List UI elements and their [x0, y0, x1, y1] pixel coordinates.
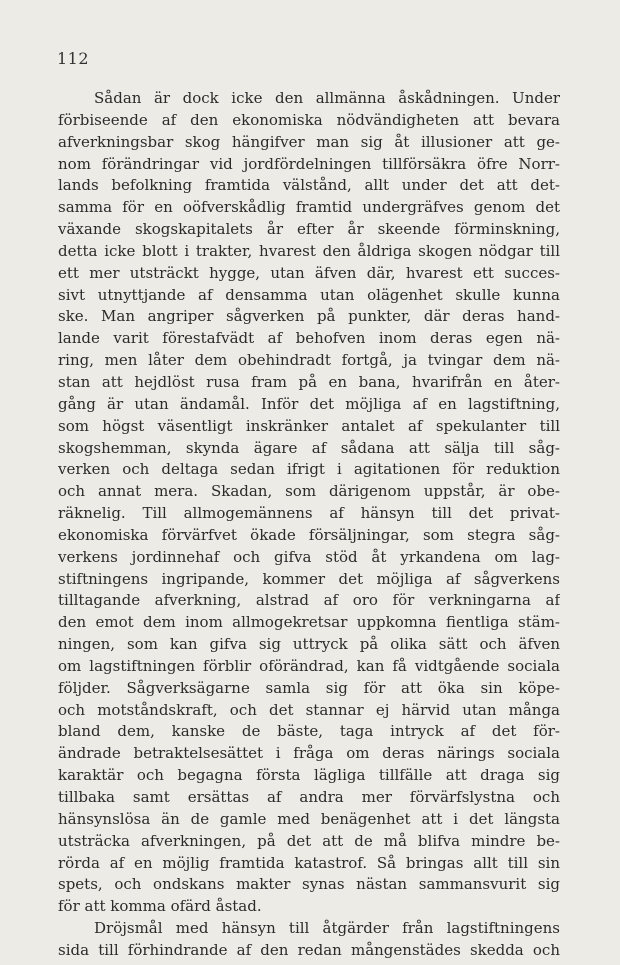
text-line: Sådan är dock icke den allmänna åskådningen. Under [94, 89, 560, 107]
text-line: ring, men låter dem obehindradt fortgå, ja tvingar dem nä- [58, 351, 560, 370]
text-line: rörda af en möjlig framtida katastrof. Så bringas allt till sin [58, 853, 560, 872]
text-line: sida till förhindrande af den redan mångenstädes skedda och [58, 940, 560, 959]
text-line: ningen, som kan gifva sig uttryck på olika sätt och äfven [58, 635, 560, 654]
text-line: karaktär och begagna första lägliga tillfälle att draga sig [58, 766, 560, 785]
body-text [58, 88, 560, 962]
text-line: följder. Sågverksägarne samla sig för att öka sin köpe- [58, 678, 560, 697]
text-line: tillbaka samt ersättas af andra mer förvärfslystna och [58, 788, 560, 806]
text-line: ett mer utsträckt hygge, utan äfven där, hvarest ett succes- [58, 263, 560, 282]
text-line: förbiseende af den ekonomiska nödvändigheten att bevara [58, 110, 560, 129]
text-line: som högst väsentligt inskränker antalet af spekulanter till [58, 416, 560, 435]
text-line: växande skogskapitalets år efter år skeende förminskning, [58, 220, 560, 239]
text-line: bland dem, kanske de bäste, taga intryck af det för- [58, 722, 560, 741]
text-line: afverkningsbar skog hängifver man sig åt illusioner att ge- [58, 132, 560, 151]
text-line: samma för en oöfverskådlig framtid undergräfves genom det [58, 198, 560, 217]
text-line: verkens jordinnehaf och gifva stöd åt yrkandena om lag- [58, 547, 560, 566]
text-line: detta icke blott i trakter, hvarest den åldriga skogen nödgar till [58, 241, 560, 260]
text-line: gång är utan ändamål. Inför det möjliga af en lagstiftning, [58, 394, 560, 413]
text-line: lande varit förestafvädt af behofven inom deras egen nä- [58, 329, 560, 348]
text-line: ske. Man angriper sågverken på punkter, där deras hand- [58, 307, 560, 326]
text-line: och annat mera. Skadan, som därigenom uppstår, är obe- [58, 482, 560, 501]
text-line: sivt utnyttjande af densamma utan olägenhet skulle kunna [58, 285, 560, 304]
text-line: lands befolkning framtida välstånd, allt under det att det- [58, 176, 560, 195]
text-line: skogshemman, skynda ägare af sådana att sälja till såg- [58, 438, 560, 457]
text-line: Dröjsmål med hänsyn till åtgärder från lagstiftningens [94, 919, 560, 938]
text-line: spets, och ondskans makter synas nästan sammansvurit sig [58, 875, 560, 894]
text-line: om lagstiftningen förblir oförändrad, kan få vidtgående sociala [58, 656, 560, 675]
text-line: ekonomiska förvärfvet ökade försäljningar, som stegra såg- [58, 525, 560, 544]
text-line: nom förändringar vid jordfördelningen tillförsäkra öfre Norr- [58, 154, 560, 173]
text-line: för att komma ofärd åstad. [58, 897, 262, 916]
text-line: och motståndskraft, och det stannar ej härvid utan många [58, 700, 560, 719]
page-number: 112 [57, 49, 90, 68]
text-line: stiftningens ingripande, kommer det möjliga af sågverkens [58, 569, 560, 588]
text-line: den emot dem inom allmogekretsar uppkomna fientliga stäm- [58, 613, 560, 632]
text-line: stan att hejdlöst rusa fram på en bana, hvarifrån en åter- [58, 372, 560, 391]
text-line: hänsynslösa än de gamle med benägenhet att i det längsta [58, 809, 560, 828]
text-line: räknelig. Till allmogemännens af hänsyn till det privat- [58, 504, 560, 523]
text-line: verken och deltaga sedan ifrigt i agitationen för reduktion [58, 460, 560, 479]
text-line: ändrade betraktelsesättet i fråga om deras närings sociala [58, 744, 560, 763]
text-line: utsträcka afverkningen, på det att de må blifva mindre be- [58, 831, 560, 850]
text-line: tilltagande afverkning, alstrad af oro för verkningarna af [58, 591, 560, 610]
